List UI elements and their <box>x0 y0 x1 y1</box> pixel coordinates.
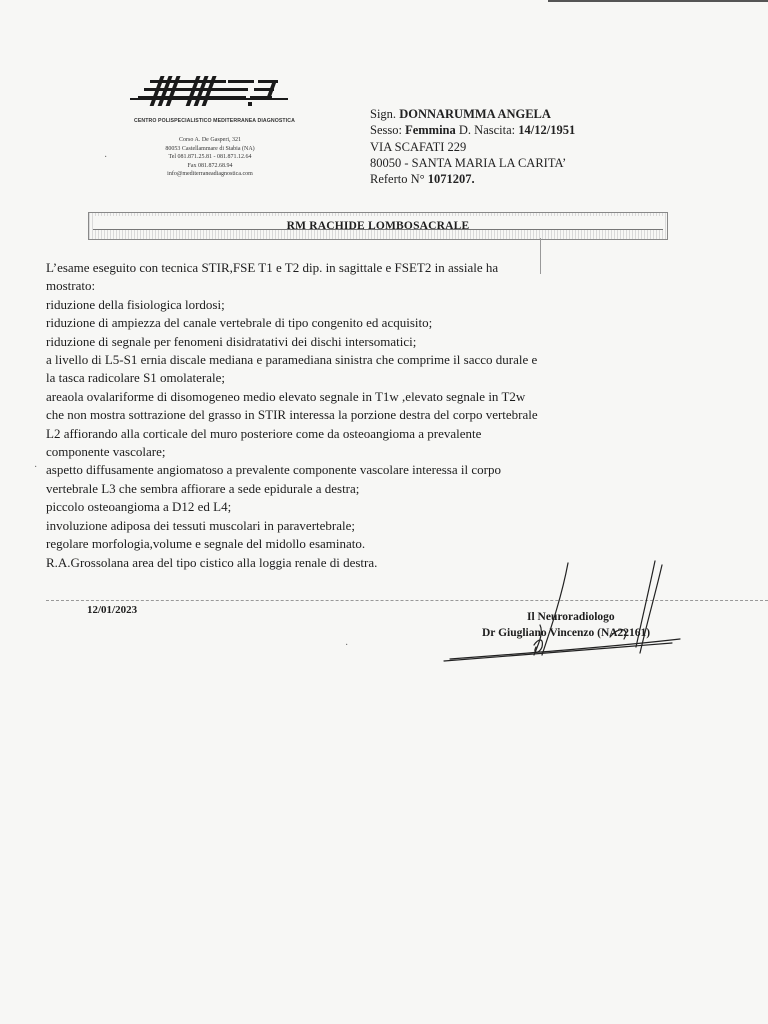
address-line: info@mediterraneadiagnostica.com <box>167 171 253 178</box>
sign-label: Sign. <box>370 107 397 121</box>
sex-label: Sesso: <box>370 123 402 138</box>
address-line: Tel 081.871.25.81 - 081.871.12.64 <box>168 154 252 161</box>
margin-dot: · <box>34 462 38 473</box>
report-line: L’esame eseguito con tecnica STIR,FSE T1 e T2 dip. in sagittale e FSET2 in assiale ha <box>46 260 499 275</box>
report-line: la tasca radicolare S1 omolaterale; <box>46 370 226 386</box>
report-line: riduzione della fisiologica lordosi; <box>46 296 225 312</box>
report-line: piccolo osteoangioma a D12 ed L4; <box>46 499 232 515</box>
margin-dot: · <box>104 152 108 163</box>
logo-caption: CENTRO POLISPECIALISTICO MEDITERRANEA DIAGNOSTICA <box>134 118 295 124</box>
patient-sex-row <box>370 122 575 138</box>
margin-dot: · <box>345 640 349 651</box>
address-line: 80053 Castellammare di Stabia (NA) <box>165 145 255 152</box>
patient-block <box>370 106 575 187</box>
report-body <box>46 259 686 572</box>
report-line: che non mostra sottrazione del grasso in STIR interessa la porzione destra del corpo vertebrale <box>46 407 538 423</box>
patient-city: 80050 - SANTA MARIA LA CARITA’ <box>370 155 567 170</box>
patient-street: VIA SCAFATI 229 <box>370 139 467 154</box>
report-label: Referto N° <box>370 172 425 187</box>
patient-name: DONNARUMMA ANGELA <box>399 107 551 121</box>
report-line: L2 affiorando alla corticale del muro posteriore come da osteoangioma a prevalente <box>46 425 482 441</box>
patient-name-row <box>370 106 575 122</box>
report-line: riduzione di segnale per fenomeni disidratativi dei dischi intersomatici; <box>46 333 417 349</box>
report-line: mostrato: <box>46 278 96 294</box>
address-line: Corso A. De Gasperi, 321 <box>179 137 241 143</box>
scan-edge-line <box>548 0 768 2</box>
report-line: involuzione adiposa dei tessuti muscolari in paravertebrale; <box>46 517 356 533</box>
address-line: Fax 081.872.68.94 <box>187 162 233 169</box>
clinic-logo <box>130 72 290 124</box>
report-line: R.A.Grossolana area del tipo cistico alla loggia renale di destra. <box>46 554 378 570</box>
exam-title-inner <box>93 216 663 230</box>
report-line: areaola ovalariforme di disomogeneo medio elevato segnale in T1w ,elevato segnale in T2w <box>46 388 526 404</box>
report-line: regolare morfologia,volume e segnale del midollo esaminato. <box>46 536 366 552</box>
report-date: 12/01/2023 <box>87 604 138 616</box>
report-number: 1071207. <box>427 172 475 187</box>
report-number-row <box>370 171 575 187</box>
exam-title: RM RACHIDE LOMBOSACRALE <box>286 220 470 232</box>
clinic-address <box>150 136 270 179</box>
exam-title-box <box>88 212 668 240</box>
report-line: aspetto diffusamente angiomatoso a prevalente componente vascolare interessa il corpo <box>46 462 501 478</box>
patient-sex: Femmina <box>405 123 456 138</box>
signer-title: Il Neuroradiologo <box>527 611 615 623</box>
birth-label: D. Nascita: <box>458 123 516 138</box>
report-line: componente vascolare; <box>46 444 166 460</box>
report-line: riduzione di ampiezza del canale vertebrale di tipo congenito ed acquisito; <box>46 315 433 331</box>
signer-name: Dr Giugliano Vincenzo (NA22161) <box>482 627 651 639</box>
birth-date: 14/12/1951 <box>518 123 576 138</box>
report-line: a livello di L5-S1 ernia discale mediana e paramediana sinistra che comprime il sacco durale e <box>46 352 538 368</box>
report-line: vertebrale L3 che sembra affiorare a sede epidurale a destra; <box>46 480 360 496</box>
